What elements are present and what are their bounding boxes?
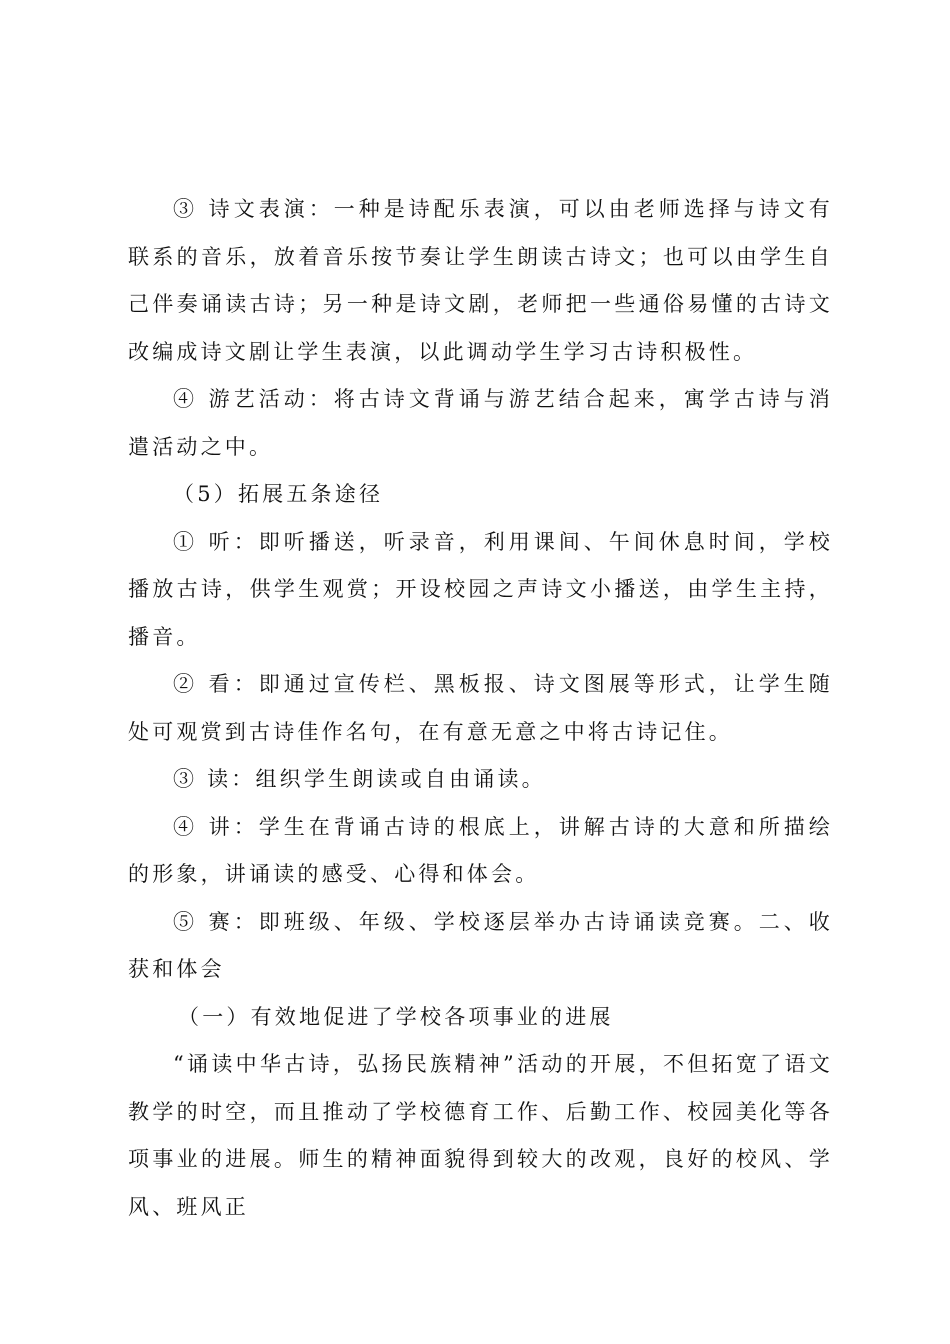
paragraph-poetry-performance: ③ 诗文表演：一种是诗配乐表演，可以由老师选择与诗文有联系的音乐，放着音乐按节奏让学生朗读古诗文；也可以由学生自己伴奏诵读古诗；另一种是诗文剧，老师把一些通俗易懂的古诗文改编成诗文剧让学生表演，以此调动学生学习古诗积极性。 — [128, 197, 833, 364]
paragraph-explain: ④ 讲：学生在背诵古诗的根底上，讲解古诗的大意和所描绘的形象，讲诵读的感受、心得和体会。 — [128, 814, 833, 886]
document-page — [128, 186, 833, 1231]
section-heading-five-ways: （5）拓展五条途径 — [173, 482, 384, 506]
paragraph-read: ③ 读：组织学生朗读或自由诵读。 — [173, 767, 546, 791]
paragraph-watch: ② 看：即通过宣传栏、黑板报、诗文图展等形式，让学生随处可观赏到古诗佳作名句，在有意无意之中将古诗记住。 — [128, 672, 833, 744]
paragraph-activity-effects: “诵读中华古诗，弘扬民族精神”活动的开展，不但拓宽了语文教学的时空，而且推动了学校德育工作、后勤工作、校园美化等各项事业的进展。师生的精神面貌得到较大的改观，良好的校风、学风、班风正 — [128, 1052, 833, 1219]
section-heading-progress: （一）有效地促进了学校各项事业的进展 — [178, 1004, 614, 1029]
paragraph-game-activity: ④ 游艺活动：将古诗文背诵与游艺结合起来，寓学古诗与消遣活动之中。 — [128, 387, 833, 459]
paragraph-listen: ① 听：即听播送，听录音，利用课间、午间休息时间，学校播放古诗，供学生观赏；开设校园之声诗文小播送，由学生主持，播音。 — [128, 529, 833, 649]
paragraph-compete: ⑤ 赛：即班级、年级、学校逐层举办古诗诵读竞赛。二、收获和体会 — [128, 909, 833, 981]
